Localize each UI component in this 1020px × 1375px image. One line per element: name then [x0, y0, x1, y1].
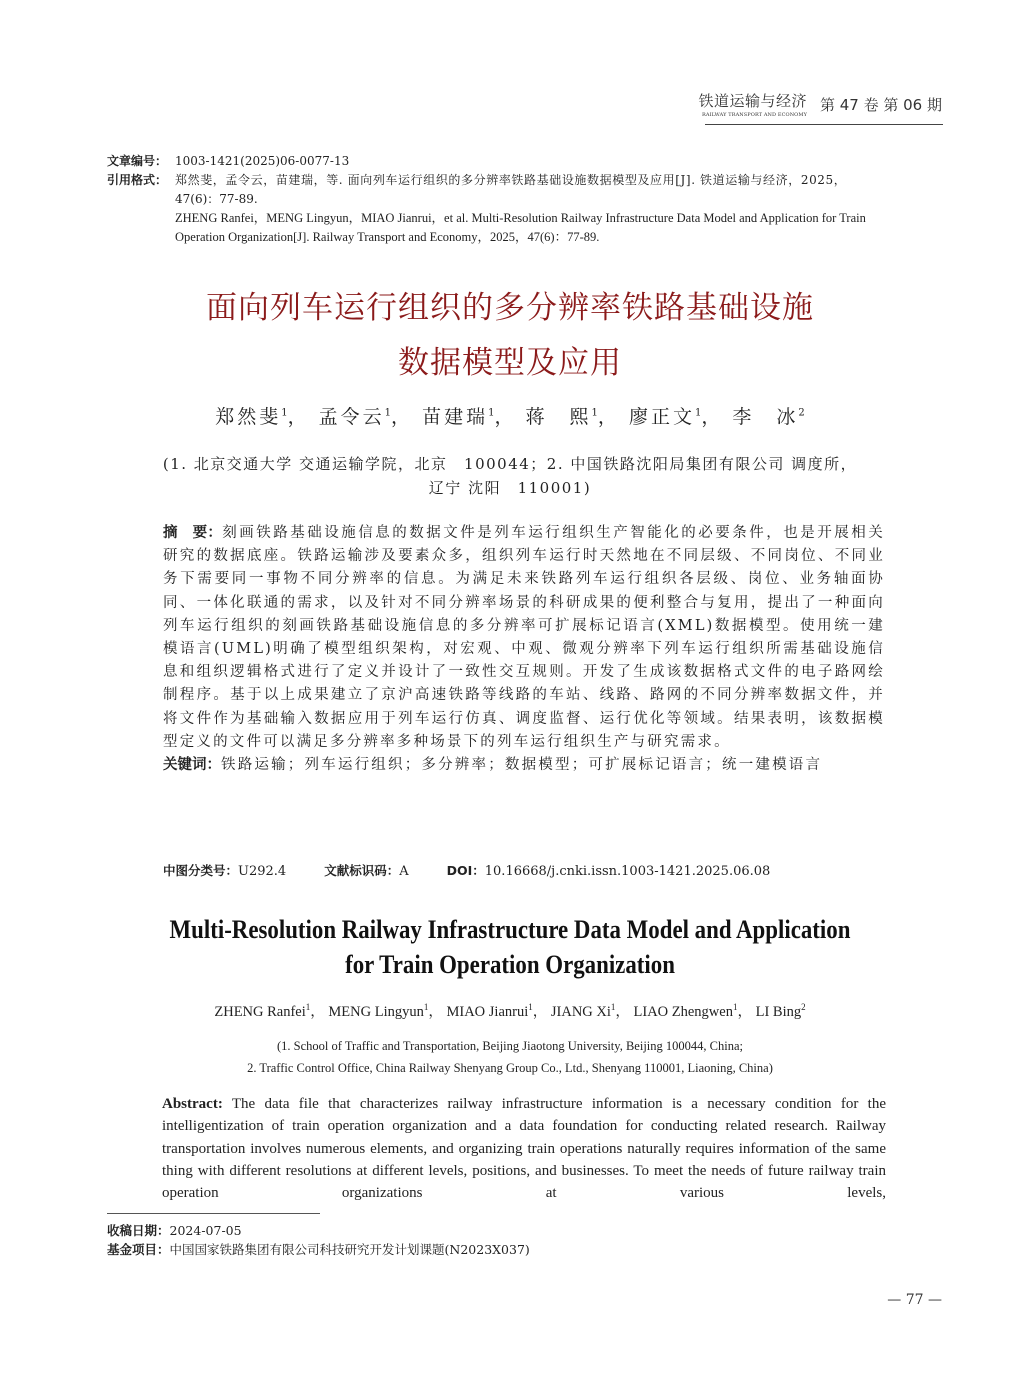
author-en: [214, 1004, 310, 1020]
authors-cn: 郑然斐$^1$， 孟令云$^1$， 苗建瑞$^1$， 蒋 熙$^1$， 廖正文$^1$， 李 冰$^2$: [215, 406, 805, 428]
author-affil-sup: 1: [591, 407, 598, 419]
author-name: 孟令云: [318, 406, 385, 428]
page-number: — 77 —: [887, 1292, 942, 1308]
citation-cn-line1: 郑然斐，孟令云，苗建瑞，等. 面向列车运行组织的多分辨率铁路基础设施数据模型及应用[J]. 铁道运输与经济，2025，: [175, 173, 847, 187]
author-cn: [215, 406, 287, 428]
citation-cn-line2: 47(6)：77-89.: [175, 192, 258, 206]
author-cn: [526, 406, 598, 428]
affiliation-cn-line1: (1. 北京交通大学 交通运输学院，北京 100044；2. 中国铁路沈阳局集团有限公司 调度所，: [162, 455, 858, 473]
author-name: 李 冰: [732, 406, 799, 428]
author-affil-sup: 1: [610, 1002, 616, 1013]
abstract-cn: [163, 522, 885, 777]
fund-text: 中国国家铁路集团有限公司科技研究开发计划课题(N2023X037): [169, 1242, 530, 1257]
author-name: 蒋 熙: [525, 406, 592, 428]
author-name: 郑然斐: [215, 406, 282, 428]
author-name: JIANG Xi: [550, 1004, 611, 1020]
author-affil-sup: 2: [801, 1002, 806, 1013]
title-en-line2: for Train Operation Organization: [345, 950, 675, 979]
author-en: [328, 1004, 428, 1020]
affiliation-en-line2: 2. Traffic Control Office, China Railway Shenyang Group Co., Ltd., Shenyang 110001, Liaoning, China): [247, 1061, 773, 1075]
author-affil-sup: 1: [694, 407, 702, 419]
journal-name-cn: 铁道运输与经济: [698, 92, 807, 110]
author-affil-sup: 1: [488, 407, 495, 419]
doc-code-label: 文献标识码：: [324, 863, 400, 878]
author-cn: [422, 406, 494, 428]
title-en-line1: Multi-Resolution Railway Infrastructure Data Model and Application: [169, 915, 851, 944]
article-number-row: [107, 152, 947, 171]
author-cn: [319, 406, 391, 428]
abstract-en-text: The data file that characterizes railway infrastructure information is a necessary condition for the intelligentization of train operation organization and a data foundation for conducting related research. Railway transportation involves numerous elements, and organizing train operations naturally requires information of the same thing with different resolutions at different levels, positions, and businesses. To meet the needs of future railway train operation organizations at various levels,: [162, 1096, 886, 1202]
affiliation-en-line1: (1. School of Traffic and Transportation, Beijing Jiaotong University, Beijing 100044, China;: [277, 1039, 743, 1053]
author-cn: [629, 406, 701, 428]
keywords: 铁路运输；列车运行组织；多分辨率；数据模型；可扩展标记语言；统一建模语言: [221, 757, 823, 774]
doi-label: DOI：: [446, 863, 485, 878]
authors-en: ZHENG Ranfei$^1$， MENG Lingyun$^1$， MIAO Jianrui$^1$， JIANG Xi$^1$， LIAO Zhengwen$^1$， LI Bing$^2$: [214, 1002, 806, 1020]
affiliation-cn: [0, 452, 1020, 500]
citation-row: [107, 171, 947, 190]
author-affil-sup: 1: [281, 407, 288, 419]
clc-code: U292.4: [238, 864, 287, 879]
author-name: 廖正文: [628, 406, 695, 428]
citation-en-line2: Operation Organization[J]. Railway Transport and Economy，2025，47(6)：77-89.: [175, 230, 600, 244]
doc-code: A: [399, 864, 409, 879]
citation-en-line1: ZHENG Ranfei，MENG Lingyun，MIAO Jianrui，et al. Multi-Resolution Railway Infrastructure Data Model and Application for Train: [175, 211, 866, 225]
author-affil-sup: 1: [384, 407, 392, 419]
footnote-rule: [107, 1213, 320, 1214]
author-en: [634, 1004, 738, 1020]
volume-issue: 第 47 卷 第 06 期: [819, 96, 942, 114]
citation-label: 引用格式：: [107, 173, 168, 187]
author-affil-sup: 2: [798, 407, 805, 419]
author-en: [756, 1004, 806, 1020]
keywords-row: [163, 754, 885, 777]
author-name: MIAO Jianrui: [446, 1004, 529, 1020]
doi: 10.16668/j.cnki.issn.1003-1421.2025.06.08: [484, 864, 771, 879]
abstract-cn-label: 摘 要：: [163, 525, 223, 541]
affiliation-cn-line2: 辽宁 沈阳 110001): [428, 479, 592, 497]
article-meta: [107, 152, 947, 247]
affiliation-en: [0, 1035, 1020, 1079]
header-rule: [705, 124, 943, 125]
article-number-label: 文章编号：: [107, 154, 168, 168]
author-name: 苗建瑞: [422, 406, 489, 428]
author-name: ZHENG Ranfei: [214, 1004, 306, 1020]
author-name: LIAO Zhengwen: [633, 1004, 733, 1020]
title-en: [61, 912, 959, 982]
received-row: [107, 1221, 530, 1240]
received-label: 收稿日期：: [107, 1223, 170, 1238]
author-en: [551, 1004, 616, 1020]
fund-label: 基金项目：: [107, 1242, 170, 1257]
fund-row: [107, 1240, 530, 1259]
title-cn-line2: 数据模型及应用: [398, 345, 622, 381]
article-number: 1003-1421(2025)06-0077-13: [175, 154, 350, 168]
author-affil-sup: 1: [423, 1002, 429, 1013]
clc-label: 中图分类号：: [163, 863, 239, 878]
classification-row: [163, 861, 770, 879]
author-cn: [732, 406, 804, 428]
author-affil-sup: 1: [732, 1002, 738, 1013]
author-name: LI Bing: [755, 1004, 802, 1020]
abstract-en: [162, 1093, 886, 1204]
abstract-en-label: Abstract:: [162, 1096, 223, 1112]
author-affil-sup: 1: [528, 1002, 533, 1013]
keywords-label: 关键词：: [163, 757, 221, 774]
received-date: 2024-07-05: [169, 1223, 242, 1238]
abstract-cn-text: 刻画铁路基础设施信息的数据文件是列车运行组织生产智能化的必要条件，也是开展相关研究的数据底座。铁路运输涉及要素众多，组织列车运行时天然地在不同层级、不同岗位、不同业务下需要同一事物不同分辨率的信息。为满足未来铁路列车运行组织各层级、岗位、业务轴面协同、一体化联通的需求，以及针对不同分辨率场景的科研成果的便利整合与复用，提出了一种面向列车运行组织的刻画铁路基础设施信息的多分辨率可扩展标记语言(XML)数据模型。使用统一建模语言(UML)明确了模型组织架构，对宏观、中观、微观分辨率下列车运行组织所需基础设施信息和组织逻辑格式进行了定义并设计了一致性交互规则。开发了生成该数据格式文件的电子路网绘制程序。基于以上成果建立了京沪高速铁路等线路的车站、线路、路网的不同分辨率数据文件，并将文件作为基础输入数据应用于列车运行仿真、调度监督、运行优化等领域。结果表明，该数据模型定义的文件可以满足多分辨率多种场景下的列车运行组织生产与研究需求。: [163, 525, 886, 750]
title-cn-line1: 面向列车运行组织的多分辨率铁路基础设施: [206, 290, 814, 326]
author-en: [446, 1004, 532, 1020]
footnote: [107, 1221, 530, 1259]
journal-name-en: RAILWAY TRANSPORT AND ECONOMY: [702, 112, 807, 118]
author-affil-sup: 1: [305, 1002, 311, 1013]
author-name: MENG Lingyun: [328, 1004, 424, 1020]
